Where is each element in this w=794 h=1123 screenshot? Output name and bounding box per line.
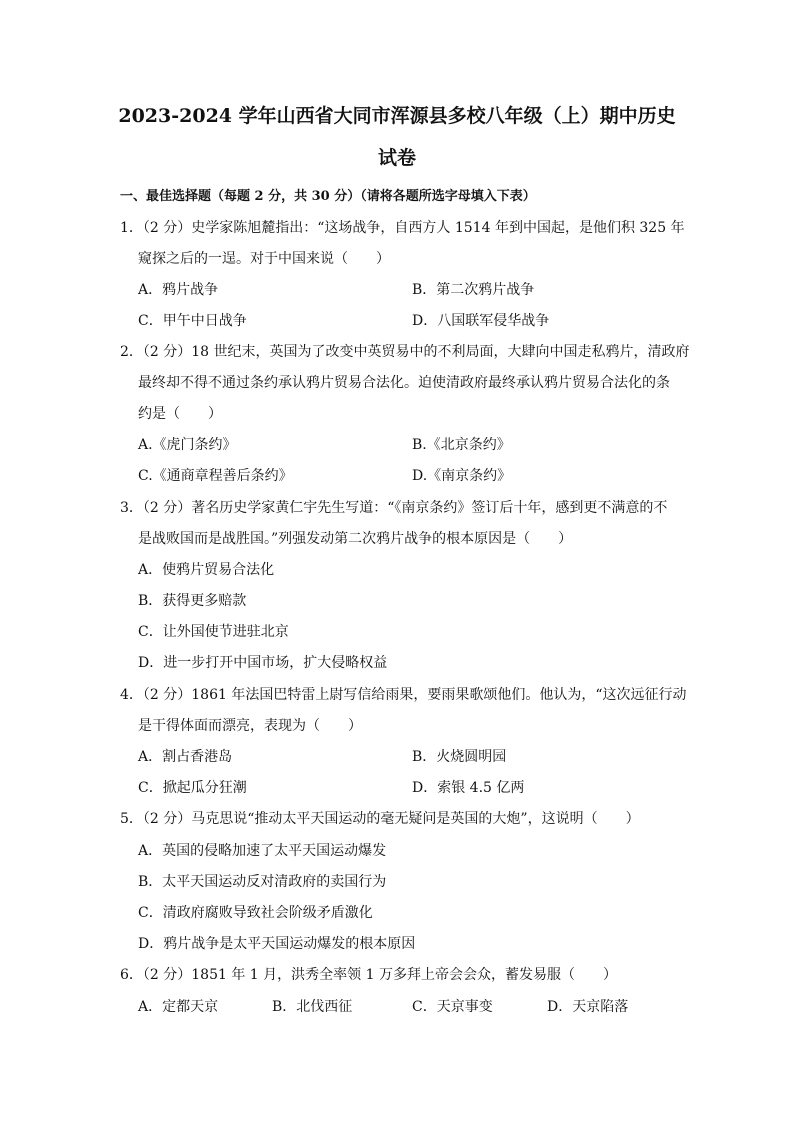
question-4-option-d: D．索银 4.5 亿两: [412, 780, 525, 796]
section-heading: 一、最佳选择题（每题 2 分，共 30 分）（请将各题所选字母填入下表）: [120, 189, 536, 204]
question-6-line-1: 6．（2 分）1851 年 1 月，洪秀全率领 1 万多拜上帝会会众，蓄发易服（ ）: [120, 967, 617, 983]
question-3-option-d: D．进一步打开中国市场，扩大侵略权益: [138, 655, 388, 671]
exam-title-line-1: 2023-2024 学年山西省大同市浑源县多校八年级（上）期中历史: [118, 105, 676, 127]
question-1-line-2: 窥探之后的一逞。对于中国来说（ ）: [138, 251, 390, 267]
question-4-option-c: C．掀起瓜分狂潮: [138, 780, 247, 796]
question-2-line-1: 2．（2 分）18 世纪末，英国为了改变中英贸易中的不利局面，大肆向中国走私鸦片，清政府: [120, 344, 690, 360]
exam-title-line-2: 试卷: [377, 147, 416, 169]
question-6-option-d: D．天京陷落: [547, 999, 629, 1015]
question-5-option-d: D．鸦片战争是太平天国运动爆发的根本原因: [138, 936, 416, 952]
question-1-option-c: C．甲午中日战争: [138, 313, 247, 329]
question-3-line-1: 3．（2 分）著名历史学家黄仁宇先生写道：“《南京条约》签订后十年，感到更不满意的不: [120, 500, 668, 516]
question-6-option-b: B．北伐西征: [272, 999, 353, 1015]
question-6-option-a: A．定都天京: [138, 999, 219, 1015]
question-4-option-b: B．火烧圆明园: [412, 749, 507, 765]
question-4-line-2: 是干得体面而漂亮，表现为（ ）: [138, 718, 362, 734]
question-2-option-a: A.《虎门条约》: [138, 437, 237, 453]
question-3-option-a: A．使鸦片贸易合法化: [138, 562, 275, 578]
question-6-option-c: C．天京事变: [412, 999, 493, 1015]
question-1-option-a: A．鸦片战争: [138, 282, 219, 298]
question-4-line-1: 4．（2 分）1861 年法国巴特雷上尉写信给雨果，要雨果歌颂他们。他认为，“这次远征行动: [120, 687, 687, 703]
question-1-option-b: B．第二次鸦片战争: [412, 282, 535, 298]
question-2-option-b: B.《北京条约》: [412, 437, 511, 453]
question-5-option-c: C．清政府腐败导致社会阶级矛盾激化: [138, 905, 373, 921]
question-3-option-c: C．让外国使节进驻北京: [138, 624, 289, 640]
question-3-line-2: 是战败国而是战胜国。”列强发动第二次鸦片战争的根本原因是（ ）: [138, 531, 573, 547]
question-5-option-a: A．英国的侵略加速了太平天国运动爆发: [138, 843, 387, 859]
question-5-line-1: 5．（2 分）马克思说“推动太平天国运动的毫无疑问是英国的大炮”，这说明（ ）: [120, 811, 640, 827]
question-4-option-a: A．割占香港岛: [138, 749, 233, 765]
question-2-line-2: 最终却不得不通过条约承认鸦片贸易合法化。迫使清政府最终承认鸦片贸易合法化的条: [138, 375, 670, 391]
question-2-option-c: C.《通商章程善后条约》: [138, 468, 293, 484]
question-3-option-b: B．获得更多赔款: [138, 593, 247, 609]
question-2-line-3: 约是（ ）: [138, 406, 222, 422]
question-1-option-d: D．八国联军侵华战争: [412, 313, 550, 329]
question-1-line-1: 1．（2 分）史学家陈旭麓指出：“这场战争，自西方人 1514 年到中国起，是他们积 325 年: [120, 220, 685, 236]
question-5-option-b: B．太平天国运动反对清政府的卖国行为: [138, 874, 387, 890]
question-2-option-d: D.《南京条约》: [412, 468, 512, 484]
